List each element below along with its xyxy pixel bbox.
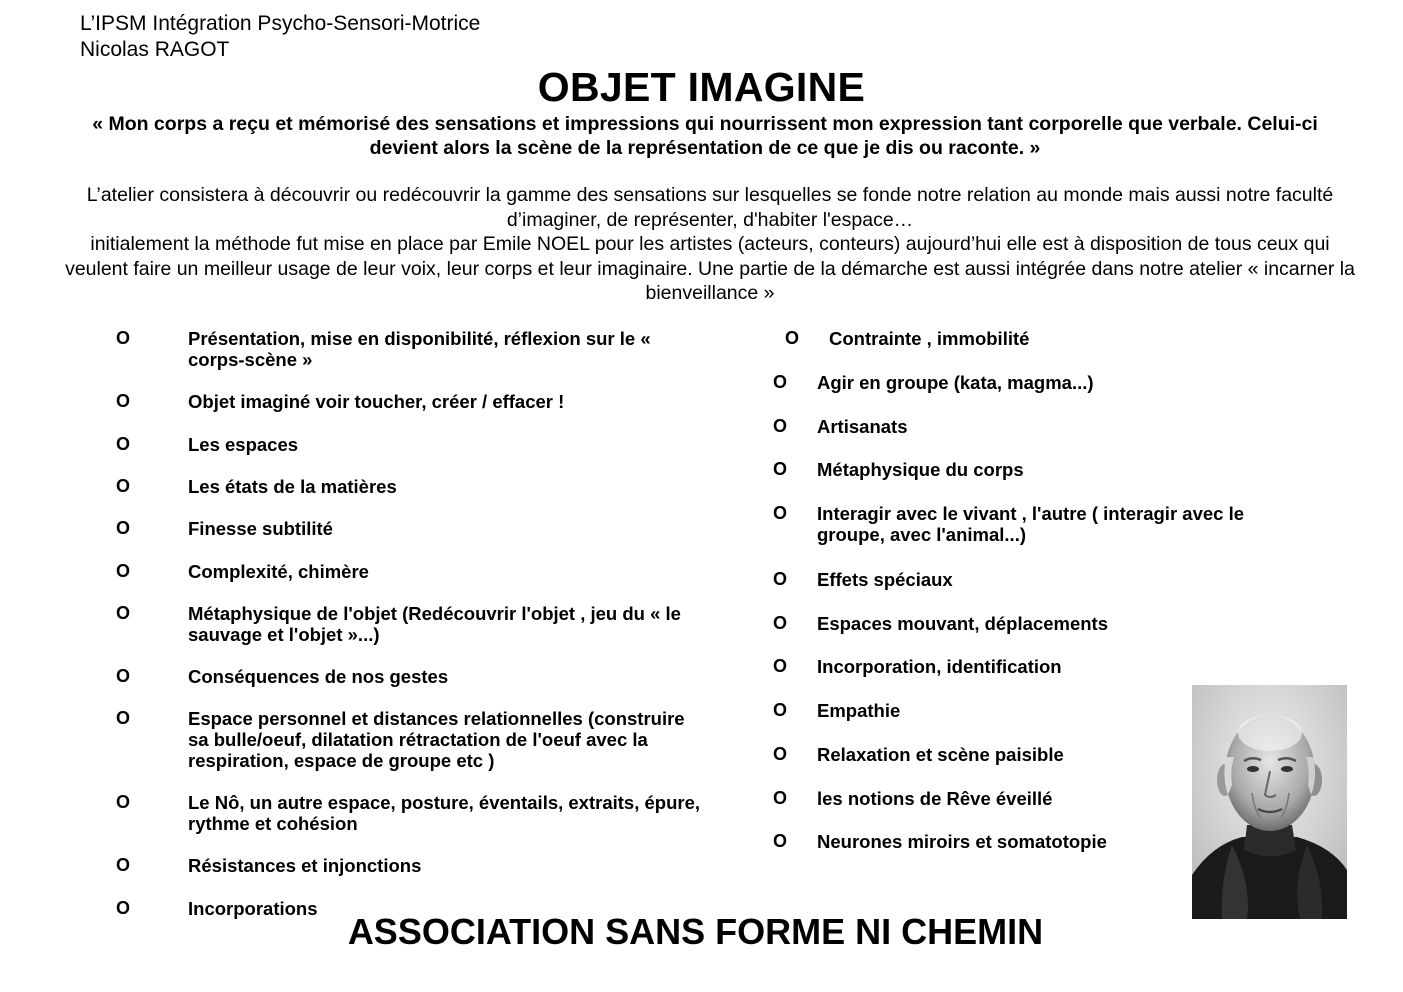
list-item-text: les notions de Rêve éveillé <box>817 788 1053 809</box>
bullet-icon: O <box>116 391 131 411</box>
list-item-text: Résistances et injonctions <box>188 855 422 876</box>
bullet-icon: O <box>116 476 131 496</box>
bullet-icon: O <box>116 328 131 348</box>
bullet-icon: O <box>773 416 788 436</box>
bullet-icon: O <box>116 603 131 623</box>
list-item-text: Conséquences de nos gestes <box>188 666 449 687</box>
list-item-text: Finesse subtilité <box>188 518 333 539</box>
list-item-text: Complexité, chimère <box>188 561 369 582</box>
portrait-photo <box>1192 685 1347 919</box>
list-item-text: Agir en groupe (kata, magma...) <box>817 372 1094 393</box>
header-author: Nicolas RAGOT <box>80 38 230 61</box>
bullet-icon: O <box>116 855 131 875</box>
bullet-icon: O <box>116 792 131 812</box>
bullet-icon: O <box>773 700 788 720</box>
list-item-text: Les espaces <box>188 434 299 455</box>
list-item-text: Relaxation et scène paisible <box>817 744 1064 765</box>
bullet-icon: O <box>116 666 131 686</box>
list-item-text: Neurones miroirs et somatotopie <box>817 831 1107 852</box>
bullet-icon: O <box>116 518 131 538</box>
list-item-text: Métaphysique du corps <box>817 459 1024 480</box>
list-item-text: Interagir avec le vivant , l'autre ( interagir avec le groupe, avec l'animal...) <box>817 503 1245 545</box>
footer-text: ASSOCIATION SANS FORME NI CHEMIN <box>347 911 1044 952</box>
portrait-illustration <box>1192 685 1347 919</box>
list-item-text: Métaphysique de l'objet (Redécouvrir l'objet , jeu du « le sauvage et l'objet »...) <box>188 603 681 645</box>
header-organization: L’IPSM Intégration Psycho-Sensori-Motrice <box>80 12 481 35</box>
list-item-text: Incorporations <box>188 898 318 919</box>
bullet-icon: O <box>785 328 800 348</box>
list-item-text: Contrainte , immobilité <box>829 328 1030 349</box>
bullet-icon: O <box>116 434 131 454</box>
bullet-icon: O <box>773 613 788 633</box>
bullet-icon: O <box>773 372 788 392</box>
intro-paragraph: initialement la méthode fut mise en place par Emile NOEL pour les artistes (acteurs, conteurs) aujourd’hui elle est à disposition de tous ceux qui veulent faire un meilleur usage de leur voix, leur corps et leur imaginaire. Une partie de la démarche est aussi intégrée dans notre atelier « incarner la bienveillance » <box>65 233 1355 304</box>
intro <box>60 183 1360 306</box>
list-item-text: Artisanats <box>817 416 908 437</box>
list-item-text: Incorporation, identification <box>817 656 1062 677</box>
list-item-text: Présentation, mise en disponibilité, réflexion sur le « corps-scène » <box>188 328 651 370</box>
bullet-icon: O <box>773 459 788 479</box>
bullet-icon: O <box>773 503 788 523</box>
intro-paragraph: L’atelier consistera à découvrir ou redécouvrir la gamme des sensations sur lesquelles se fonde notre relation au monde mais aussi notre faculté d’imaginer, de représenter, d'habiter l'espace… <box>86 184 1334 231</box>
list-item-text: Objet imaginé voir toucher, créer / effacer ! <box>188 391 565 412</box>
footer-association <box>0 910 1403 954</box>
bullet-icon: O <box>773 744 788 764</box>
bullet-icon: O <box>116 708 131 728</box>
bullet-icon: O <box>773 788 788 808</box>
bullet-icon: O <box>116 561 131 581</box>
list-item-text: Le Nô, un autre espace, posture, éventails, extraits, épure, rythme et cohésion <box>188 792 701 834</box>
quote: « Mon corps a reçu et mémorisé des sensations et impressions qui nourrissent mon expression tant corporelle que verbale. Celui-ci devient alors la scène de la représentation de ce que je dis ou raconte. » <box>92 113 1318 159</box>
bullet-icon: O <box>773 831 788 851</box>
list-item-text: Espaces mouvant, déplacements <box>817 613 1108 634</box>
bullet-icon: O <box>773 656 788 676</box>
bullet-icon: O <box>773 569 788 589</box>
bullet-icon: O <box>116 898 131 918</box>
list-item-text: Espace personnel et distances relationnelles (construire sa bulle/oeuf, dilatation rétractation de l'oeuf avec la respiration, espace de groupe etc ) <box>188 708 685 771</box>
page-title: OBJET IMAGINE <box>537 64 866 110</box>
list-item-text: Effets spéciaux <box>817 569 953 590</box>
list-item-text: Empathie <box>817 700 901 721</box>
list-item-text: Les états de la matières <box>188 476 397 497</box>
